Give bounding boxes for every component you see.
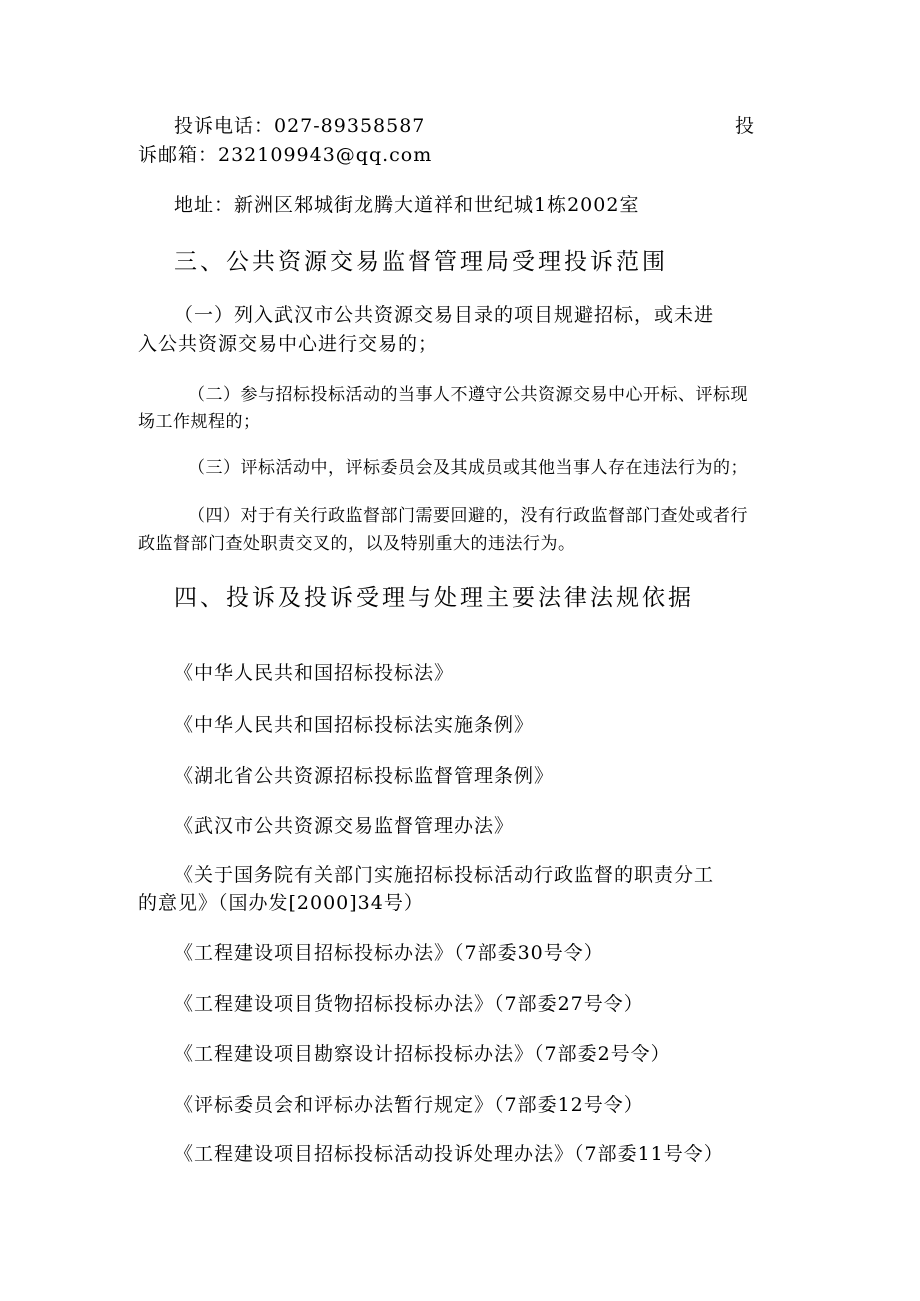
section3-item-2-line1: （二）参与招标投标活动的当事人不遵守公共资源交易中心开标、评标现 (188, 385, 748, 405)
law-item: 《中华人民共和国招标投标法实施条例》 (174, 714, 535, 736)
law-item: 《工程建设项目货物招标投标办法》（7部委27号令） (174, 993, 644, 1015)
section3-item-4-line1: （四）对于有关行政监督部门需要回避的，没有行政监督部门查处或者行 (188, 506, 748, 526)
section3-item-4-line2: 政监督部门查处职责交叉的，以及特别重大的违法行为。 (138, 534, 576, 554)
law-item: 《工程建设项目勘察设计招标投标办法》（7部委2号令） (174, 1043, 671, 1065)
law-item: 《中华人民共和国招标投标法》 (174, 662, 455, 684)
law-item: 《湖北省公共资源招标投标监督管理条例》 (174, 765, 555, 787)
law-item-continuation: 的意见》（国办发[2000]34号） (138, 892, 424, 914)
law-item: 《武汉市公共资源交易监督管理办法》 (174, 815, 515, 837)
section3-item-2-line2: 场工作规程的； (138, 412, 261, 432)
section3-item-3-line1: （三）评标活动中，评标委员会及其成员或其他当事人存在违法行为的； (188, 458, 748, 478)
complaint-email-trail: 投 (735, 115, 756, 137)
section3-item-1-line1: （一）列入武汉市公共资源交易目录的项目规避招标，或未进 (174, 304, 715, 326)
law-item: 《工程建设项目招标投标办法》（7部委30号令） (174, 942, 604, 964)
law-item: 《评标委员会和评标办法暂行规定》（7部委12号令） (174, 1094, 644, 1116)
section3-heading: 三、公共资源交易监督管理局受理投诉范围 (174, 249, 668, 275)
section3-item-1-line2: 入公共资源交易中心进行交易的； (138, 333, 439, 355)
complaint-address: 地址：新洲区邾城街龙腾大道祥和世纪城1栋2002室 (174, 194, 640, 216)
complaint-phone: 投诉电话：027-89358587 (174, 115, 426, 137)
law-item: 《关于国务院有关部门实施招标投标活动行政监督的职责分工 (174, 864, 715, 886)
section4-heading: 四、投诉及投诉受理与处理主要法律法规依据 (174, 585, 694, 611)
law-item: 《工程建设项目招标投标活动投诉处理办法》（7部委11号令） (174, 1143, 724, 1165)
complaint-email: 诉邮箱：232109943@qq.com (138, 144, 433, 166)
